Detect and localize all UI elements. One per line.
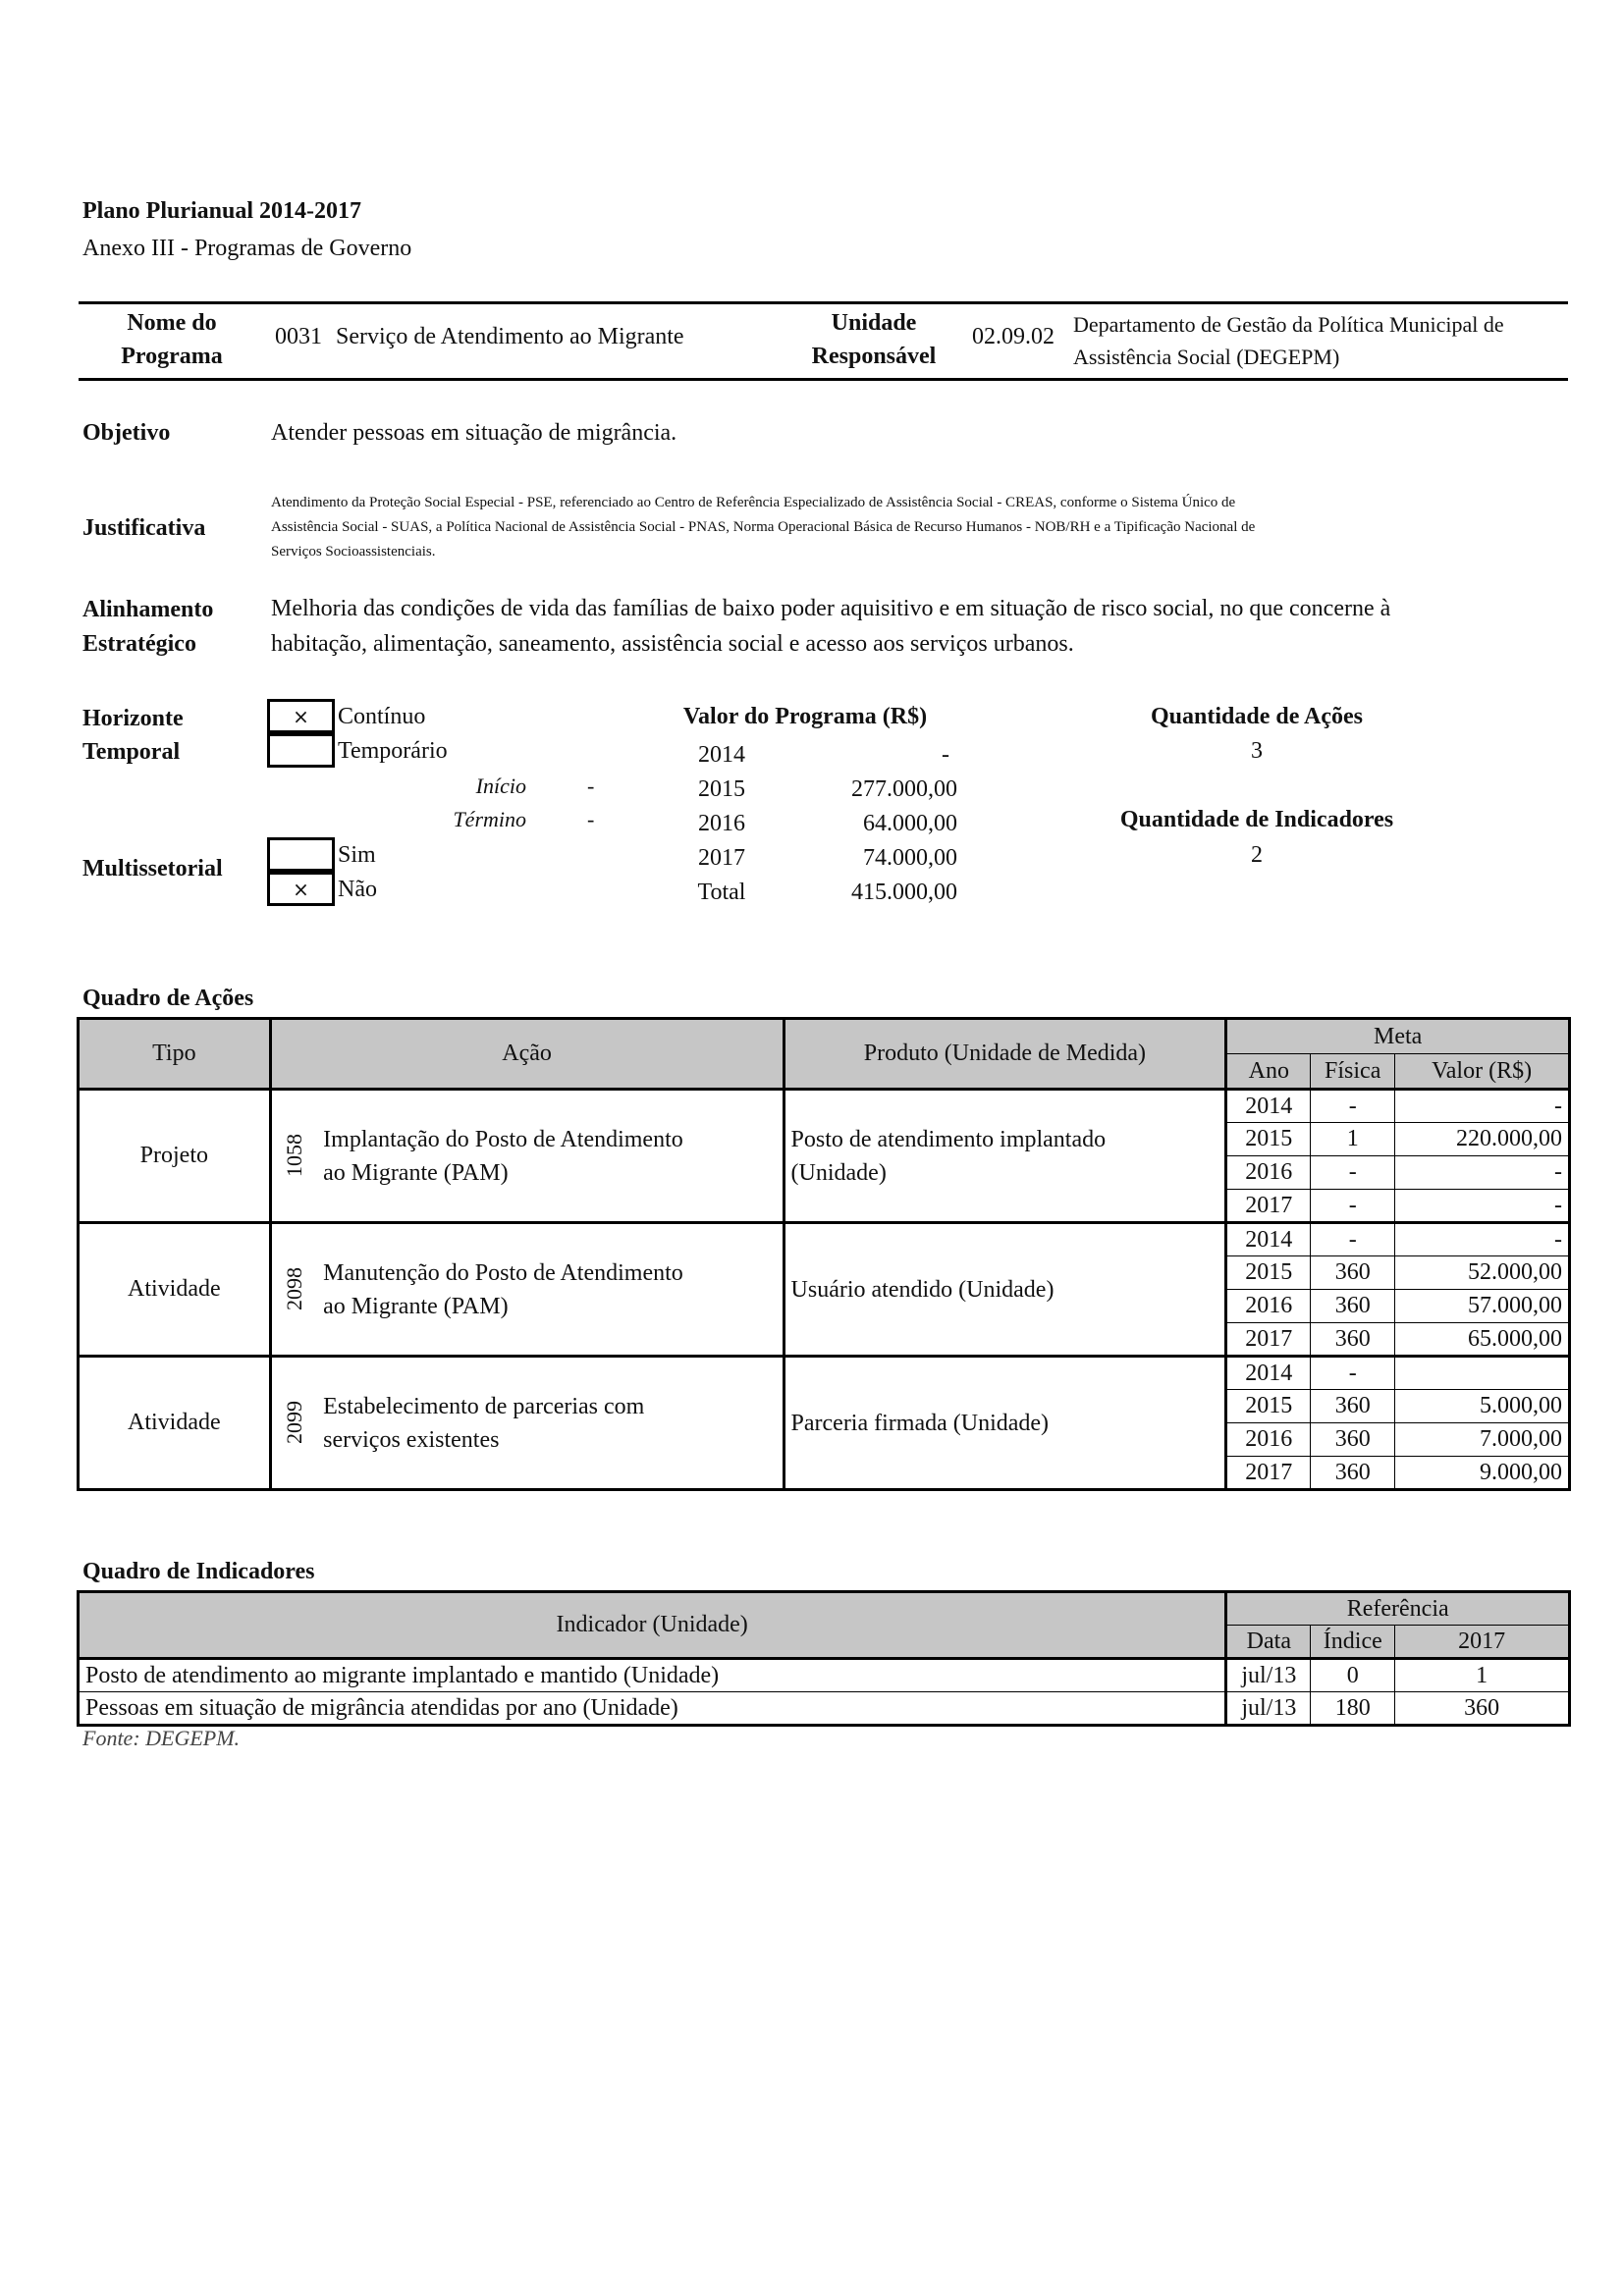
- quantidade-acoes-label: Quantidade de Ações: [1150, 704, 1364, 729]
- meta-fisica: 360: [1311, 1323, 1395, 1357]
- col-acao-header: Ação: [270, 1019, 784, 1090]
- meta-ano: 2015: [1226, 1123, 1311, 1156]
- program-name: Serviço de Atendimento ao Migrante: [336, 324, 684, 349]
- meta-valor: 52.000,00: [1395, 1256, 1570, 1290]
- col-indicador-header: Indicador (Unidade): [79, 1592, 1226, 1659]
- col-fisica-header: Física: [1311, 1054, 1395, 1090]
- meta-fisica: 360: [1311, 1423, 1395, 1457]
- quantidade-acoes-value: 3: [1251, 738, 1263, 764]
- indicador-data: jul/13: [1226, 1692, 1311, 1726]
- indicador-data: jul/13: [1226, 1659, 1311, 1692]
- meta-ano: 2014: [1226, 1223, 1311, 1256]
- col-tipo-header: Tipo: [79, 1019, 271, 1090]
- temporario-checkbox[interactable]: [267, 733, 335, 768]
- termino-value: -: [587, 807, 595, 831]
- quadro-indicadores-table: [77, 1590, 1571, 1727]
- meta-valor: 220.000,00: [1395, 1123, 1570, 1156]
- program-bottom-rule: [79, 378, 1568, 381]
- col-valor-header: Valor (R$): [1395, 1054, 1570, 1090]
- multissetorial-label: Multissetorial: [82, 856, 223, 881]
- indicador-name: Posto de atendimento ao migrante implantado e mantido (Unidade): [79, 1659, 1226, 1692]
- action-name: Implantação do Posto de Atendimento ao Migrante (PAM): [317, 1090, 784, 1223]
- action-produto: Usuário atendido (Unidade): [784, 1223, 1226, 1357]
- termino-label: Término: [453, 807, 526, 831]
- meta-valor: -: [1395, 1223, 1570, 1256]
- nao-checkbox[interactable]: ×: [267, 872, 335, 906]
- col-produto-header: Produto (Unidade de Medida): [784, 1019, 1226, 1090]
- justificativa-text: Atendimento da Proteção Social Especial - PSE, referenciado ao Centro de Referência Especializado de Assistência Social - CREAS, conforme o Sistema Único de Assistência Social - SUAS, a Política Nacional de Assistência Social - PNAS, Norma Operacional Básica de Recurso Humanos - NOB/RH e a Tipificação Nacional de Serviços Socioassistenciais.: [271, 495, 1256, 560]
- table-row: [79, 1692, 1570, 1726]
- action-produto: Parceria firmada (Unidade): [784, 1357, 1226, 1490]
- action-tipo: Atividade: [79, 1223, 271, 1357]
- valor-programa-title: Valor do Programa (R$): [682, 704, 928, 729]
- unit-code: 02.09.02: [972, 324, 1055, 349]
- table-row: [79, 1090, 1570, 1123]
- temporario-label: Temporário: [338, 738, 448, 764]
- col-ano-header: Ano: [1226, 1054, 1311, 1090]
- inicio-value: -: [587, 774, 595, 798]
- program-name-label: Nome do Programa: [121, 310, 223, 369]
- meta-ano: 2015: [1226, 1256, 1311, 1290]
- table-row: [79, 1357, 1570, 1390]
- col-data-header: Data: [1226, 1626, 1311, 1659]
- col-referencia-header: Referência: [1226, 1592, 1570, 1626]
- quantidade-indicadores-label: Quantidade de Indicadores: [1119, 807, 1394, 832]
- col-indice-header: Índice: [1311, 1626, 1395, 1659]
- col-ano-header: 2017: [1395, 1626, 1570, 1659]
- table-row: [79, 1659, 1570, 1692]
- program-top-rule: [79, 301, 1568, 304]
- indicador-valor: 1: [1395, 1659, 1570, 1692]
- meta-fisica: -: [1311, 1156, 1395, 1190]
- meta-valor: 5.000,00: [1395, 1390, 1570, 1423]
- meta-ano: 2016: [1226, 1290, 1311, 1323]
- indicador-valor: 360: [1395, 1692, 1570, 1726]
- meta-valor: 57.000,00: [1395, 1290, 1570, 1323]
- meta-valor: -: [1395, 1190, 1570, 1223]
- quadro-indicadores-title: Quadro de Indicadores: [82, 1559, 315, 1584]
- meta-fisica: -: [1311, 1190, 1395, 1223]
- nao-label: Não: [338, 877, 377, 902]
- action-produto: Posto de atendimento implantado (Unidade): [784, 1090, 1226, 1223]
- meta-ano: 2016: [1226, 1156, 1311, 1190]
- meta-fisica: 360: [1311, 1457, 1395, 1490]
- meta-fisica: -: [1311, 1357, 1395, 1390]
- indicador-indice: 0: [1311, 1659, 1395, 1692]
- meta-ano: 2017: [1226, 1457, 1311, 1490]
- meta-fisica: -: [1311, 1223, 1395, 1256]
- meta-ano: 2017: [1226, 1190, 1311, 1223]
- action-code: 1058: [270, 1090, 317, 1223]
- quantidade-indicadores-value: 2: [1251, 842, 1263, 868]
- quadro-acoes-table: [77, 1017, 1571, 1491]
- program-code: 0031: [275, 324, 322, 349]
- document-subtitle: Anexo III - Programas de Governo: [82, 236, 412, 261]
- meta-ano: 2017: [1226, 1323, 1311, 1357]
- action-tipo: Atividade: [79, 1357, 271, 1490]
- action-name: Estabelecimento de parcerias com serviços existentes: [317, 1357, 784, 1490]
- continuo-label: Contínuo: [338, 704, 426, 729]
- meta-fisica: 360: [1311, 1290, 1395, 1323]
- meta-valor: 65.000,00: [1395, 1323, 1570, 1357]
- objetivo-text: Atender pessoas em situação de migrância.: [271, 420, 677, 446]
- meta-fisica: 360: [1311, 1390, 1395, 1423]
- action-name: Manutenção do Posto de Atendimento ao Migrante (PAM): [317, 1223, 784, 1357]
- sim-label: Sim: [338, 842, 376, 868]
- alinhamento-label: Alinhamento Estratégico: [82, 597, 214, 657]
- indicador-indice: 180: [1311, 1692, 1395, 1726]
- meta-valor: 9.000,00: [1395, 1457, 1570, 1490]
- meta-fisica: 360: [1311, 1256, 1395, 1290]
- unit-name: Departamento de Gestão da Política Municipal de Assistência Social (DEGEPM): [1073, 312, 1504, 369]
- meta-valor: 7.000,00: [1395, 1423, 1570, 1457]
- meta-ano: 2015: [1226, 1390, 1311, 1423]
- unit-label: Unidade Responsável: [811, 310, 937, 369]
- sim-checkbox[interactable]: [267, 837, 335, 872]
- continuo-checkbox[interactable]: ×: [267, 699, 335, 733]
- inicio-label: Início: [475, 774, 526, 798]
- valor-programa-table: 2014 - 2015 277.000,00 2016 64.000,00 2017 74.000,00 Total 415.000,00: [697, 742, 957, 905]
- action-code: 2098: [270, 1223, 317, 1357]
- justificativa-label: Justificativa: [82, 515, 206, 541]
- action-tipo: Projeto: [79, 1090, 271, 1223]
- meta-valor: [1395, 1357, 1570, 1390]
- meta-ano: 2016: [1226, 1423, 1311, 1457]
- meta-valor: -: [1395, 1156, 1570, 1190]
- indicador-name: Pessoas em situação de migrância atendidas por ano (Unidade): [79, 1692, 1226, 1726]
- fonte-note: Fonte: DEGEPM.: [82, 1726, 241, 1750]
- meta-ano: 2014: [1226, 1357, 1311, 1390]
- meta-fisica: -: [1311, 1090, 1395, 1123]
- horizonte-label: Horizonte Temporal: [82, 706, 184, 765]
- table-row: [79, 1223, 1570, 1256]
- objetivo-label: Objetivo: [82, 420, 171, 446]
- col-meta-header: Meta: [1226, 1019, 1570, 1054]
- meta-fisica: 1: [1311, 1123, 1395, 1156]
- action-code: 2099: [270, 1357, 317, 1490]
- meta-valor: -: [1395, 1090, 1570, 1123]
- quadro-acoes-title: Quadro de Ações: [82, 986, 254, 1011]
- document-title: Plano Plurianual 2014-2017: [82, 198, 362, 224]
- meta-ano: 2014: [1226, 1090, 1311, 1123]
- alinhamento-text: Melhoria das condições de vida das famílias de baixo poder aquisitivo e em situação de risco social, no que concerne à habitação, alimentação, saneamento, assistência social e acesso aos serviços urbanos.: [271, 596, 1391, 657]
